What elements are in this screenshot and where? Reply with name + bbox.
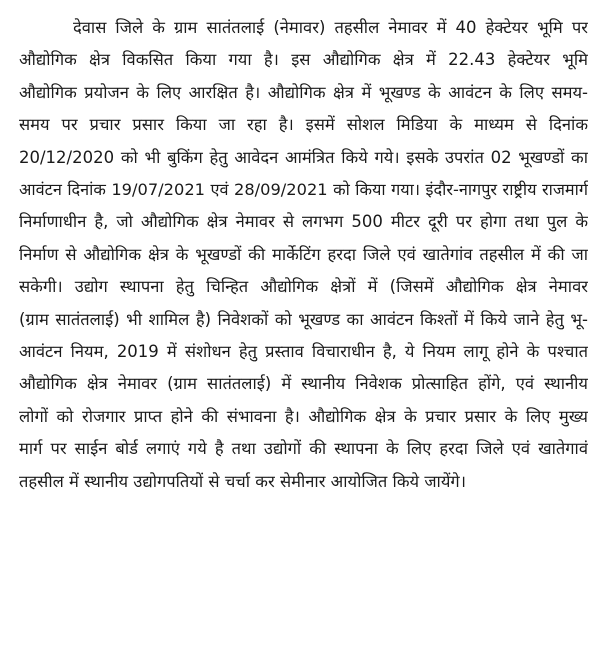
paragraph-line-6: आवंटन दिनांक 19/07/2021 एवं 28/09/2021 को किया गया। इंदौर-नागपुर राष्ट्रीय राजमार्ग — [19, 180, 588, 200]
paragraph-line-14: मार्ग पर साईन बोर्ड लगाएं गये है तथा उद्योगों की स्थापना के लिए हरदा जिले एवं खातेगावं — [19, 439, 588, 459]
paragraph-line-11: आवंटन नियम, 2019 में संशोधन हेतु प्रस्ताव विचाराधीन है, ये नियम लागू होने के पश्चात — [19, 342, 588, 362]
paragraph-line-3: औद्योगिक प्रयोजन के लिए आरक्षित है। औद्योगिक क्षेत्र में भूखण्ड के आवंटन के लिए समय- — [19, 82, 588, 102]
paragraph-line-7: निर्माणाधीन है, जो औद्योगिक क्षेत्र नेमावर से लगभग 500 मीटर दूरी पर होगा तथा पुल के — [19, 212, 588, 232]
paragraph-line-12: औद्योगिक क्षेत्र नेमावर (ग्राम सातंतलाई) में स्थानीय निवेशक प्रोत्साहित होंगे, एवं स्थानीय — [19, 374, 588, 394]
paragraph-line-1: देवास जिले के ग्राम सातंतलाई (नेमावर) तहसील नेमावर में 40 हेक्टेयर भूमि पर — [73, 18, 588, 37]
paragraph-line-15: तहसील में स्थानीय उद्योगपतियों से चर्चा कर सेमीनार आयोजित किये जायेंगे। — [19, 471, 466, 491]
paragraph-line-4: समय पर प्रचार प्रसार किया जा रहा है। इसमें सोशल मिडिया के माध्यम से दिनांक — [19, 115, 588, 135]
paragraph-line-13: लोगों को रोजगार प्राप्त होने की संभावना है। औद्योगिक क्षेत्र के प्रचार प्रसार के लिए मुख्य — [19, 406, 588, 426]
paragraph-line-10: (ग्राम सातंतलाई) भी शामिल है) निवेशकों को भूखण्ड का आवंटन किश्तों में किये जाने हेतु भू- — [19, 309, 588, 329]
paragraph-line-2: औद्योगिक क्षेत्र विकसित किया गया है। इस औद्योगिक क्षेत्र में 22.43 हेक्टेयर भूमि — [19, 50, 588, 70]
paragraph-line-9: सकेगी। उद्योग स्थापना हेतु चिन्हित औद्योगिक क्षेत्रों में (जिसमें औद्योगिक क्षेत्र नेमावर — [19, 277, 588, 297]
body-paragraph — [19, 12, 588, 498]
paragraph-line-5: 20/12/2020 को भी बुकिंग हेतु आवेदन आमंत्रित किये गये। इसके उपरांत 02 भूखण्डों का — [19, 147, 588, 167]
paragraph-line-8: निर्माण से औद्योगिक क्षेत्र के भूखण्डों की मार्केटिंग हरदा जिले एवं खातेगांव तहसील में की जा — [19, 244, 588, 264]
